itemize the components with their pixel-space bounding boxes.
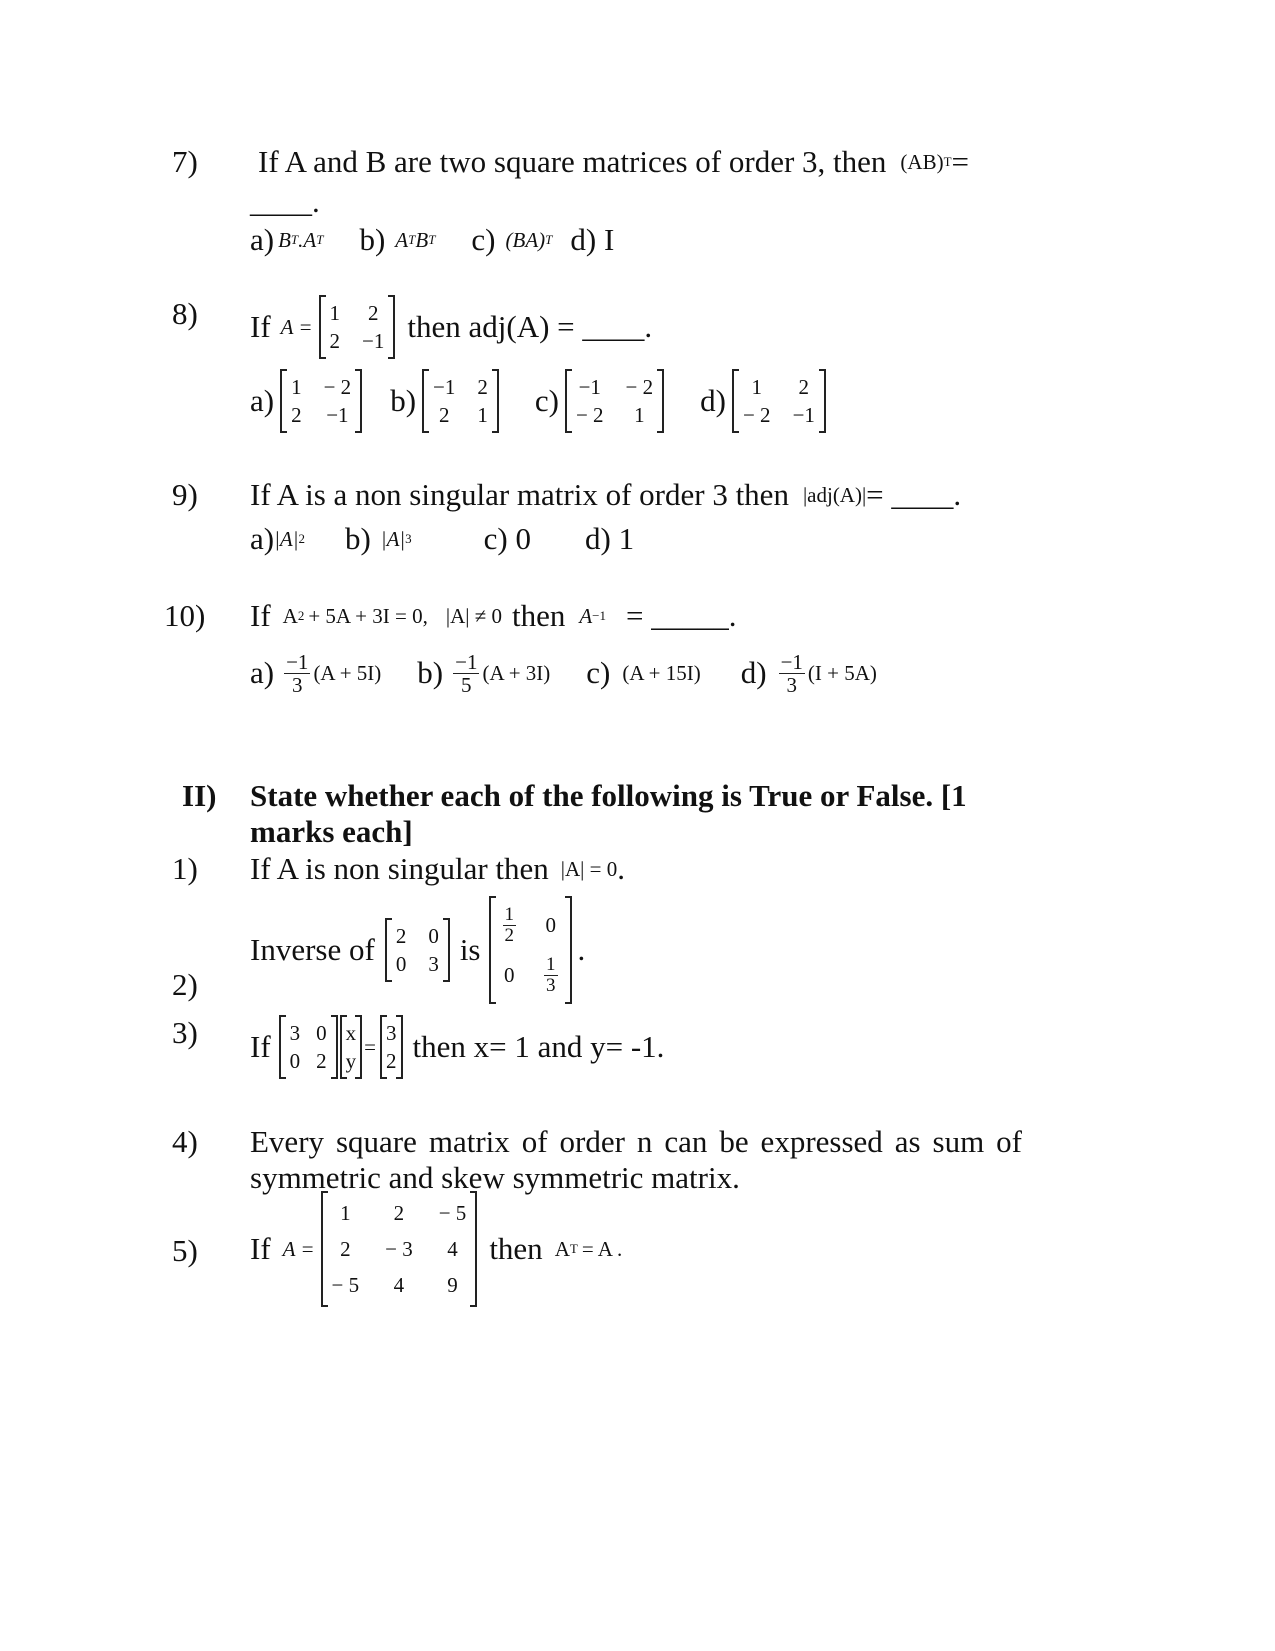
if-word: If bbox=[250, 1231, 271, 1266]
statement-text: Every square matrix of order n can be expressed as sum of bbox=[250, 1124, 1022, 1159]
matrix-cell: 2 bbox=[395, 924, 407, 948]
matrix-cell: −1 bbox=[433, 375, 456, 399]
option-d: d) I bbox=[570, 222, 615, 257]
option-d-expr: (I + 5A) bbox=[807, 660, 877, 685]
numerator: −1 bbox=[780, 649, 803, 674]
fraction bbox=[453, 651, 479, 696]
option-b-expr-part: B bbox=[415, 227, 429, 252]
matrix-cell: 3 bbox=[289, 1021, 301, 1045]
statement-number: 1) bbox=[172, 851, 198, 886]
superscript: T bbox=[408, 232, 416, 247]
section-title-continued: marks each] bbox=[250, 814, 413, 849]
matrix-cell: 3 bbox=[428, 952, 439, 976]
equals: = bbox=[364, 1034, 376, 1059]
statement-number: 5) bbox=[172, 1233, 198, 1268]
matrix-cell: − 2 bbox=[625, 375, 654, 399]
period: . bbox=[617, 851, 625, 886]
superscript: T bbox=[428, 232, 436, 247]
math-expr: |A| ≠ 0 bbox=[445, 603, 502, 628]
superscript: 2 bbox=[298, 531, 305, 546]
question-7-text bbox=[258, 144, 969, 180]
matrix-cell: 2 bbox=[316, 1049, 327, 1073]
option-c-expr: (BA) bbox=[505, 227, 546, 252]
matrix-cell: 2 bbox=[393, 1201, 405, 1225]
variable-vector bbox=[340, 1017, 363, 1077]
matrix-cell: 1 bbox=[340, 1201, 351, 1225]
is-word: is bbox=[459, 932, 481, 967]
math-expr: (AB) bbox=[900, 149, 944, 174]
matrix-name: A = bbox=[282, 1236, 315, 1261]
option-b-expr: A bbox=[395, 227, 409, 252]
question-8-options bbox=[250, 368, 832, 434]
matrix-cell: 2 bbox=[438, 403, 450, 427]
option-b-label: b) bbox=[417, 655, 444, 690]
answer-blank: = ____. bbox=[866, 477, 962, 512]
fraction bbox=[284, 651, 310, 696]
coefficient-matrix bbox=[279, 1017, 338, 1077]
statement-text: If A is non singular then bbox=[250, 851, 549, 886]
option-a-expr: B bbox=[278, 227, 291, 252]
matrix-cell: 2 bbox=[340, 1237, 351, 1261]
superscript: T bbox=[545, 232, 553, 247]
matrix-cell: 2 bbox=[798, 375, 809, 399]
option-b-matrix bbox=[422, 371, 499, 431]
question-number: 10) bbox=[164, 598, 206, 633]
option-b-expr: |A| bbox=[380, 526, 406, 551]
statement-text: then x= 1 and y= -1. bbox=[412, 1029, 665, 1064]
answer-blank: = _____. bbox=[626, 598, 737, 633]
fraction bbox=[544, 955, 558, 996]
matrix-cell: 0 bbox=[545, 913, 556, 937]
superscript: T bbox=[316, 232, 324, 247]
superscript: T bbox=[569, 1241, 578, 1256]
matrix-cell: − 2 bbox=[575, 403, 604, 427]
option-a-label: a) bbox=[250, 655, 275, 690]
matrix-cell: y bbox=[345, 1049, 357, 1073]
matrix-cell: 2 bbox=[329, 329, 341, 353]
then-word: then bbox=[489, 1231, 543, 1266]
denominator: 3 bbox=[546, 974, 556, 996]
section-number: II) bbox=[182, 778, 217, 813]
matrix-cell: − 5 bbox=[438, 1201, 467, 1225]
matrix-cell: −1 bbox=[578, 375, 601, 399]
question-10-options bbox=[250, 646, 877, 700]
fraction bbox=[503, 905, 517, 946]
matrix-cell: 1 bbox=[751, 375, 763, 399]
option-c-label: c) bbox=[586, 655, 611, 690]
numerator: 1 bbox=[504, 903, 514, 925]
option-a-label: a) bbox=[250, 521, 275, 556]
if-word: If bbox=[250, 309, 271, 344]
matrix-cell: 0 bbox=[504, 963, 515, 987]
option-c-expr: (A + 15I) bbox=[622, 660, 701, 685]
statement-text-continued: symmetric and skew symmetric matrix. bbox=[250, 1160, 740, 1195]
matrix-cell: 2 bbox=[386, 1049, 397, 1073]
matrix-cell: 4 bbox=[447, 1237, 458, 1261]
option-d-label: d) bbox=[700, 383, 726, 418]
numerator: −1 bbox=[455, 649, 478, 674]
statement-number: 3) bbox=[172, 1015, 198, 1050]
question-number: 8) bbox=[172, 296, 198, 331]
question-9-text bbox=[250, 477, 961, 513]
equals: = bbox=[951, 144, 970, 179]
question-number: 7) bbox=[172, 144, 198, 179]
math-expr: = A . bbox=[581, 1236, 623, 1261]
option-c-label: c) bbox=[534, 383, 559, 418]
option-a-expr: (A + 5I) bbox=[313, 660, 382, 685]
statement-1 bbox=[250, 851, 625, 887]
matrix-cell: 1 bbox=[477, 403, 488, 427]
question-number: 9) bbox=[172, 477, 198, 512]
matrix-cell: x bbox=[345, 1021, 357, 1045]
question-8-text bbox=[250, 294, 652, 360]
matrix-cell: −1 bbox=[792, 403, 815, 427]
option-c-matrix bbox=[565, 371, 664, 431]
statement-text: Inverse of bbox=[250, 932, 375, 967]
math-expr: A bbox=[579, 603, 593, 628]
math-expr: |A| = 0 bbox=[560, 856, 618, 881]
option-b-label: b) bbox=[359, 222, 386, 257]
numerator: 1 bbox=[546, 953, 556, 975]
option-a-expr-part: .A bbox=[298, 227, 317, 252]
matrix-cell: 1 bbox=[634, 403, 645, 427]
matrix-cell: 0 bbox=[289, 1049, 301, 1073]
matrix-A bbox=[319, 297, 396, 357]
matrix-cell: 1 bbox=[291, 375, 302, 399]
math-expr: |adj(A)| bbox=[802, 482, 867, 507]
option-d-matrix bbox=[732, 371, 826, 431]
question-10-text bbox=[250, 598, 737, 634]
matrix-cell: − 5 bbox=[331, 1273, 360, 1297]
numerator: −1 bbox=[286, 649, 309, 674]
option-c: c) 0 bbox=[483, 521, 532, 556]
question-text: then adj(A) = ____. bbox=[407, 309, 653, 344]
answer-blank: ____. bbox=[250, 184, 320, 219]
matrix-given bbox=[385, 920, 450, 980]
if-word: If bbox=[250, 1029, 271, 1064]
matrix-name: A = bbox=[280, 314, 313, 339]
question-7-options bbox=[250, 222, 614, 258]
matrix-inverse bbox=[489, 898, 572, 1002]
option-b-label: b) bbox=[390, 383, 417, 418]
option-c-label: c) bbox=[471, 222, 496, 257]
period: . bbox=[577, 932, 586, 967]
matrix-cell: 2 bbox=[291, 403, 302, 427]
matrix-cell: 0 bbox=[316, 1021, 327, 1045]
superscript: 3 bbox=[405, 531, 412, 546]
option-a-expr: |A| bbox=[274, 526, 299, 551]
option-d: d) 1 bbox=[585, 521, 635, 556]
matrix-cell: 9 bbox=[447, 1273, 458, 1297]
statement-2 bbox=[250, 894, 585, 1006]
matrix-cell: −1 bbox=[326, 403, 349, 427]
then-word: then bbox=[511, 598, 566, 633]
matrix-cell: 1 bbox=[329, 301, 341, 325]
denominator: 2 bbox=[504, 924, 514, 946]
denominator: 3 bbox=[786, 672, 797, 697]
matrix-cell: 2 bbox=[367, 301, 379, 325]
question-text: If A and B are two square matrices of order 3, then bbox=[258, 144, 887, 179]
matrix-cell: 0 bbox=[428, 924, 439, 948]
matrix-cell: −1 bbox=[362, 329, 385, 353]
statement-number: 4) bbox=[172, 1124, 198, 1159]
result-vector bbox=[380, 1017, 403, 1077]
matrix-cell: 3 bbox=[386, 1021, 397, 1045]
question-9-options bbox=[250, 521, 634, 557]
option-a-label: a) bbox=[250, 383, 275, 418]
matrix-cell: − 2 bbox=[742, 403, 771, 427]
denominator: 5 bbox=[461, 672, 472, 697]
matrix-cell: 0 bbox=[395, 952, 407, 976]
option-a-matrix bbox=[280, 371, 362, 431]
statement-5 bbox=[250, 1194, 622, 1304]
section-title: State whether each of the following is True or False. [1 bbox=[250, 778, 967, 813]
if-word: If bbox=[250, 598, 271, 633]
statement-number: 2) bbox=[172, 967, 198, 1002]
math-expr: A bbox=[282, 603, 298, 628]
matrix-cell: 2 bbox=[477, 375, 488, 399]
matrix-cell: 4 bbox=[393, 1273, 405, 1297]
superscript: −1 bbox=[592, 608, 607, 623]
statement-3 bbox=[250, 1014, 664, 1080]
option-b-label: b) bbox=[344, 521, 371, 556]
fraction bbox=[779, 651, 805, 696]
matrix-cell: − 3 bbox=[385, 1237, 413, 1261]
matrix-cell: − 2 bbox=[323, 375, 352, 399]
option-d-label: d) bbox=[740, 655, 767, 690]
denominator: 3 bbox=[292, 672, 303, 697]
matrix-A bbox=[321, 1193, 478, 1305]
question-text: If A is a non singular matrix of order 3 then bbox=[250, 477, 789, 512]
superscript: T bbox=[943, 154, 952, 169]
superscript: 2 bbox=[297, 608, 305, 623]
superscript: T bbox=[290, 232, 299, 247]
math-expr: A bbox=[554, 1236, 570, 1261]
option-b-expr: (A + 3I) bbox=[482, 660, 551, 685]
option-a-label: a) bbox=[250, 222, 275, 257]
math-expr: + 5A + 3I = 0, bbox=[308, 603, 428, 628]
